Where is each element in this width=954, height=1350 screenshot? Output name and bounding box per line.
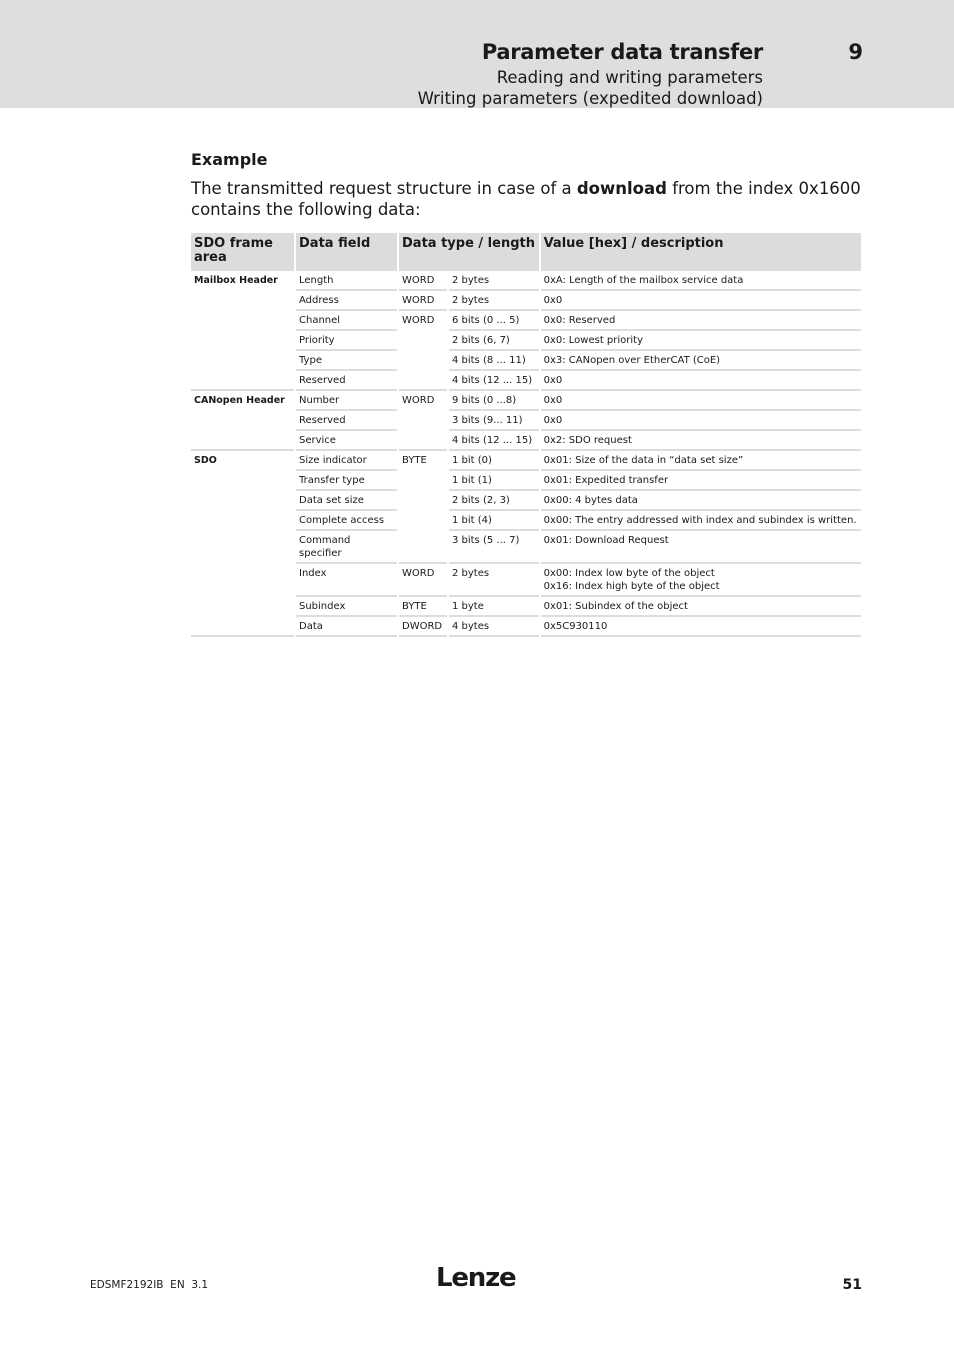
subtitle-1: Reading and writing parameters [496, 68, 763, 87]
cell-value [541, 371, 861, 391]
cell-length: 2 bytes [449, 271, 539, 291]
cell-value-text-2: 0x16: Index high byte of the object [543, 581, 720, 592]
cell-length: 2 bytes [449, 291, 539, 311]
cell-field: Service [296, 431, 397, 451]
cell-value-text: 0x01: Download Request [543, 535, 669, 546]
cell-length: 1 bit (1) [449, 471, 539, 491]
cell-field: Address [296, 291, 397, 311]
cell-length: 6 bits (0 ... 5) [449, 311, 539, 331]
cell-area: SDO [191, 451, 294, 637]
cell-value-text: 0x00: Index low byte of the object [543, 568, 715, 579]
cell-value [541, 511, 861, 531]
cell-field: Length [296, 271, 397, 291]
cell-field: Size indicator [296, 451, 397, 471]
col-header-value: Value [hex] / description [541, 233, 861, 271]
header-band [0, 0, 954, 108]
cell-value-text: 0x2: SDO request [543, 435, 632, 446]
cell-type: WORD [399, 271, 447, 291]
lenze-logo: Lenze [436, 1263, 516, 1293]
cell-field: Complete access [296, 511, 397, 531]
cell-value [541, 271, 861, 291]
cell-length: 2 bits (2, 3) [449, 491, 539, 511]
cell-value [541, 311, 861, 331]
cell-field: Type [296, 351, 397, 371]
cell-length: 2 bytes [449, 564, 539, 597]
cell-field: Data [296, 617, 397, 637]
cell-value [541, 291, 861, 311]
col-header-area: SDO frame area [191, 233, 294, 271]
cell-value [541, 471, 861, 491]
cell-value-text: 0x0 [543, 375, 563, 386]
page-number: 51 [842, 1277, 862, 1293]
cell-value [541, 617, 861, 637]
table-header-row [191, 233, 861, 271]
section-heading: Example [191, 150, 268, 169]
cell-type: WORD [399, 391, 447, 451]
cell-value-text: 0x0 [543, 395, 563, 406]
cell-field: Transfer type [296, 471, 397, 491]
cell-length: 4 bits (12 ... 15) [449, 431, 539, 451]
cell-value [541, 597, 861, 617]
page-title: Parameter data transfer [481, 40, 763, 64]
cell-field: Priority [296, 331, 397, 351]
table-row [191, 391, 861, 411]
table-row [191, 451, 861, 471]
cell-value [541, 531, 861, 564]
cell-length: 4 bits (8 ... 11) [449, 351, 539, 371]
cell-value-text: 0x3: CANopen over EtherCAT (CoE) [543, 355, 721, 366]
cell-type: BYTE [399, 597, 447, 617]
intro-bold: download [576, 179, 667, 198]
cell-value [541, 351, 861, 371]
cell-length: 1 byte [449, 597, 539, 617]
cell-value-text: 0x0: Reserved [543, 315, 616, 326]
intro-text-2: from the index 0x1600 contains the following data: [191, 179, 861, 219]
cell-value [541, 491, 861, 511]
cell-area: CANopen Header [191, 391, 294, 451]
cell-area: Mailbox Header [191, 271, 294, 391]
footer-doc-id: EDSMF2192IB EN 3.1 [90, 1279, 209, 1291]
cell-type: BYTE [399, 451, 447, 564]
intro-text-1: The transmitted request structure in case of a [191, 179, 577, 198]
cell-value-text: 0x0 [543, 415, 563, 426]
cell-length: 1 bit (4) [449, 511, 539, 531]
cell-field: Command specifier [296, 531, 397, 564]
cell-type: DWORD [399, 617, 447, 637]
table-row [191, 271, 861, 291]
cell-value-text: 0x5C930110 [543, 621, 608, 632]
col-header-type: Data type / length [399, 233, 539, 271]
cell-length: 4 bytes [449, 617, 539, 637]
cell-value [541, 331, 861, 351]
cell-field: Reserved [296, 371, 397, 391]
sdo-table [189, 233, 863, 637]
cell-type: WORD [399, 564, 447, 597]
cell-length: 9 bits (0 ...8) [449, 391, 539, 411]
cell-value [541, 431, 861, 451]
cell-field: Reserved [296, 411, 397, 431]
cell-value-text: 0x00: The entry addressed with index and subindex is written. [543, 515, 857, 526]
cell-field: Subindex [296, 597, 397, 617]
cell-field: Channel [296, 311, 397, 331]
cell-value-text: 0x00: 4 bytes data [543, 495, 638, 506]
cell-field: Index [296, 564, 397, 597]
cell-length: 2 bits (6, 7) [449, 331, 539, 351]
subtitle-2: Writing parameters (expedited download) [417, 89, 763, 108]
cell-value-text: 0x01: Size of the data in “data set size” [543, 455, 744, 466]
cell-length: 3 bits (5 ... 7) [449, 531, 539, 564]
cell-length: 3 bits (9... 11) [449, 411, 539, 431]
cell-value-text: 0x0: Lowest priority [543, 335, 644, 346]
cell-value [541, 411, 861, 431]
cell-type: WORD [399, 291, 447, 311]
intro-paragraph [191, 178, 871, 220]
cell-value [541, 564, 861, 597]
cell-length: 1 bit (0) [449, 451, 539, 471]
cell-value-text: 0xA: Length of the mailbox service data [543, 275, 744, 286]
col-header-field: Data field [296, 233, 397, 271]
cell-value [541, 391, 861, 411]
cell-field: Data set size [296, 491, 397, 511]
cell-value-text: 0x01: Expedited transfer [543, 475, 669, 486]
chapter-number: 9 [848, 40, 863, 64]
cell-value [541, 451, 861, 471]
cell-value-text: 0x0 [543, 295, 563, 306]
cell-value-text: 0x01: Subindex of the object [543, 601, 688, 612]
cell-type: WORD [399, 311, 447, 391]
cell-field: Number [296, 391, 397, 411]
cell-length: 4 bits (12 ... 15) [449, 371, 539, 391]
